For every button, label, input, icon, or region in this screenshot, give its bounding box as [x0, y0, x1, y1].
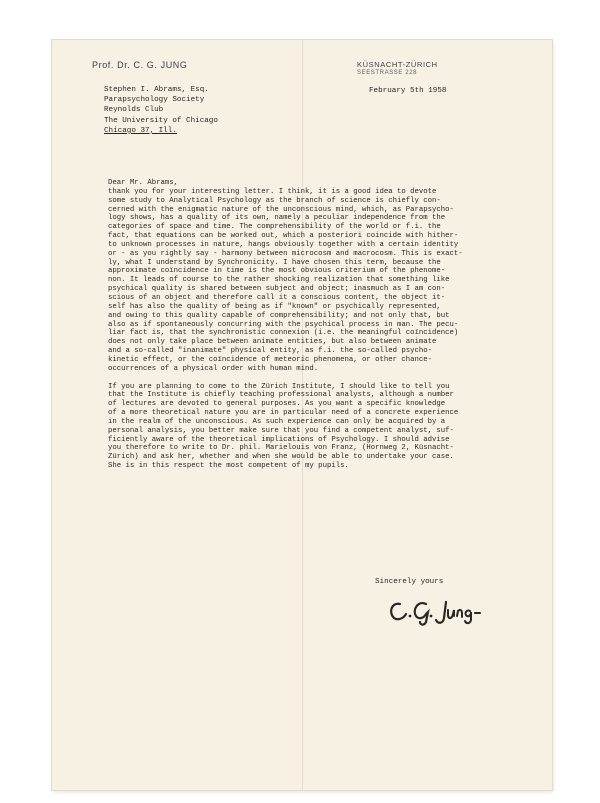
body-line: approximate coïncidence in time is the most obvious criterium of the phenome-: [108, 267, 446, 276]
recipient-address: [104, 85, 218, 136]
body-line: fact, that equations can be worked out, which a posteriori coincide with hither-: [108, 232, 459, 241]
letter-body: [108, 179, 518, 471]
body-line: Zürich) and ask her, whether and when she would be able to undertake your case.: [108, 453, 454, 462]
letterhead-city: KÜSNACHT-ZÜRICH: [357, 60, 438, 69]
body-line: or - as you rightly say - harmony between microcosm and macrocosm. This is exact-: [108, 249, 463, 258]
body-line: also as if spontaneously concurring with the psychical process in man. The pecu-: [108, 320, 459, 329]
body-line: psychical quality is shared between subject and object; inasmuch as I am con-: [108, 285, 446, 294]
salutation: Dear Mr. Abrams,: [108, 179, 179, 187]
recipient-line: Reynolds Club: [104, 106, 164, 115]
paragraph-2: [108, 383, 518, 471]
body-line: She is in this respect the most competent of my pupils.: [108, 462, 349, 471]
body-line: categories of space and time. The comprehensibility of the world or f.i. the: [108, 223, 441, 232]
body-line: If you are planning to come to the Zürich Institute, I should like to tell you: [108, 382, 450, 391]
paragraph-1: [108, 188, 518, 374]
recipient-line: Parapsychology Society: [104, 96, 205, 105]
body-line: thank you for your interesting letter. I think, it is a good idea to devote: [108, 187, 437, 196]
body-line: and a so-called "inanimate" physical entity, as f.i. the so-called psycho-: [108, 347, 433, 356]
body-line: liar fact is, that the synchronistic connexion (i.e. the meaningful coïncidence): [108, 329, 459, 338]
body-line: scious of an object and therefore call it a conscious content, the object it-: [108, 293, 446, 302]
paragraph-gap: [108, 374, 518, 383]
letterhead-street: SEESTRASSE 228: [357, 70, 418, 76]
body-line: and owing to this quality capable of comprehensibility; and not only that, but: [108, 311, 450, 320]
signature: [386, 592, 486, 626]
body-line: self has also the quality of being as if "known" or psychically represented,: [108, 302, 441, 311]
closing: Sincerely yours: [375, 578, 444, 586]
body-line: does not only take place between animate entities, but also between animate: [108, 338, 437, 347]
body-line: ly, what I understand by Synchronicity. I have chosen this term, because the: [108, 258, 441, 267]
recipient-line: Chicago 37, Ill.: [104, 126, 177, 135]
body-line: in the realm of the unconscious. As such experience can only be acquired by a: [108, 417, 446, 426]
recipient-line: Stephen I. Abrams, Esq.: [104, 86, 209, 94]
body-line: of lectures are devoted to general purposes. As you want a specific knowledge: [108, 400, 446, 409]
body-line: occurrences of a physical order with human mind.: [108, 364, 319, 373]
body-line: of a more theoretical nature you are in particular need of a concrete experience: [108, 409, 459, 418]
body-line: non. It leads of course to the rather shocking realization that something like: [108, 276, 450, 285]
letterhead-name: Prof. Dr. C. G. JUNG: [92, 60, 188, 70]
recipient-line: The University of Chicago: [104, 116, 218, 125]
body-line: cerned with the enigmatic nature of the unconscious mind, which, as Parapsycho-: [108, 205, 454, 214]
body-line: that the Institute is chiefly teaching professional analysts, although a number: [108, 391, 454, 400]
body-line: ficiently aware of the theoretical implications of Psychology. I should advise: [108, 435, 450, 444]
body-line: kinetic effect, or the coïncidence of meteoric phenomena, or other chance-: [108, 355, 433, 364]
body-line: personal analysis, you better make sure that you find a competent analyst, suf-: [108, 426, 454, 435]
letter-sheet: [52, 40, 552, 790]
body-line: you therefore to write to Dr. phil. Marielouis von Franz, (Hornweg 2, Küsnacht-: [108, 444, 454, 453]
body-line: logy shows, has a quality of its own, namely a peculiar independence from the: [108, 214, 446, 223]
body-line: some study to Analytical Psychology as the branch of science is chiefly con-: [108, 196, 441, 205]
body-line: to unknown processes in nature, hangs obviously together with a certain identity: [108, 240, 459, 249]
letter-date: February 5th 1958: [369, 87, 447, 95]
